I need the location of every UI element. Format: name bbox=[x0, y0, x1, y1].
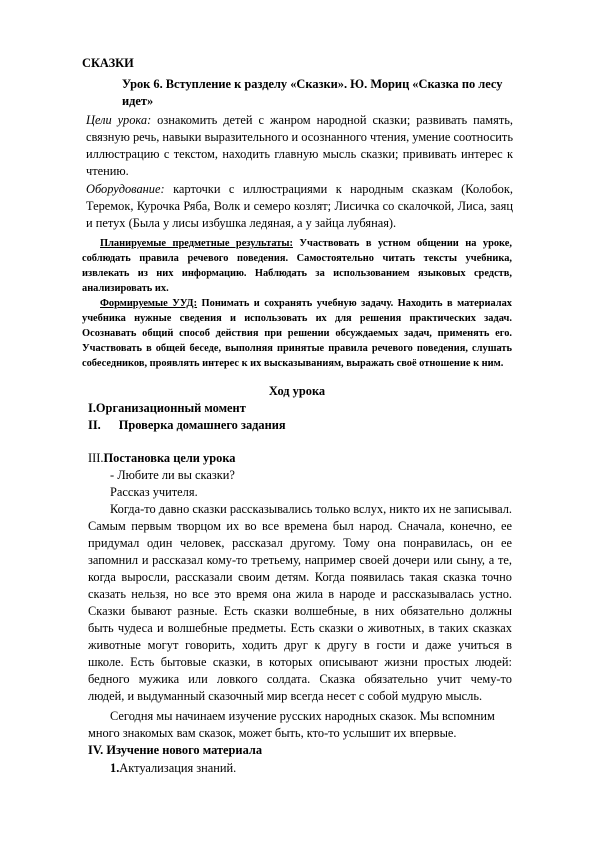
uud-text: Понимать и сохранять учебную задачу. Находить в материалах учебника нужные сведения и использовать их для решения практических задач. Осознавать общий способ действия при решении обсуждаемых задач, применять его. Участвовать в общей беседе, выполняя принятые правила речевого поведения, слушать собеседников, проявлять интерес к их высказываниям, выражать своё отношение к ним. bbox=[82, 298, 512, 369]
item-1-number: 1. bbox=[110, 761, 120, 775]
goals-label: Цели урока: bbox=[86, 113, 152, 127]
stage-1-heading: I.Организационный момент bbox=[88, 401, 246, 415]
equipment-label: Оборудование: bbox=[86, 182, 165, 196]
today-paragraph bbox=[88, 708, 512, 742]
teacher-story-label: Рассказ учителя. bbox=[110, 485, 198, 499]
stage-2-heading bbox=[88, 417, 286, 434]
story-line: придумал один человек, рассказал другому. Тому она понравилась, он ее bbox=[88, 536, 512, 550]
story-line: бедного мужика или ловкого солдата. Сказка обязательно учит чему-то bbox=[88, 672, 512, 686]
planned-results-paragraph bbox=[82, 236, 512, 296]
planned-results-text: Участвовать в устном общении на уроке, соблюдать правила речевого поведения. Самостоятельно читать тексты учебника, извлекать из них информацию. Наблюдать за использованием языковых средств, анализировать их. bbox=[82, 238, 512, 294]
question-line: - Любите ли вы сказки? bbox=[110, 468, 235, 482]
stage-3-heading bbox=[88, 450, 235, 467]
story-line: запомнил и рассказал кому-то третьему, например своей дочери или сыну, а те, bbox=[88, 553, 512, 567]
story-line: Самым первым творцом их во все времена был народ. Сначала, конечно, ее bbox=[88, 519, 512, 533]
today-line: Сегодня мы начинаем изучение русских народных сказок. Мы вспомним bbox=[110, 709, 495, 723]
stage-3-title: Постановка цели урока bbox=[103, 451, 236, 465]
stage-2-number: II. bbox=[88, 418, 101, 432]
goals-paragraph bbox=[86, 112, 513, 180]
goals-text: ознакомить детей с жанром народной сказки; развивать память, связную речь, навыки выразительного и осознанного чтения, умение соотносить иллюстрацию с текстом, находить главную мысль сказки; прививать интерес к чтению. bbox=[86, 113, 513, 178]
stage-3-number: III. bbox=[88, 451, 104, 465]
story-line: людей, и выдуманный сказочный мир всегда несет с собой мудрую мысль. bbox=[88, 689, 483, 703]
story-line: сказать нельзя, но все это время она жила в народе и рассказывалась устно. bbox=[88, 587, 512, 601]
stage-2-title: Проверка домашнего задания bbox=[118, 418, 286, 432]
stage-4-heading: IV. Изучение нового материала bbox=[88, 743, 263, 757]
story-line: школе. Есть бытовые сказки, в которых описывают жизни простых людей: bbox=[88, 655, 512, 669]
equipment-paragraph bbox=[86, 181, 513, 232]
planned-results-label: Планируемые предметные результаты: bbox=[100, 238, 293, 249]
lesson-title: Урок 6. Вступление к разделу «Сказки». Ю. Мориц «Сказка по лесу идет» bbox=[122, 77, 503, 108]
story-line: Сказки бывают разные. Есть сказки волшебные, в них обязательно должны bbox=[88, 604, 512, 618]
story-line: Когда-то давно сказки рассказывались только вслух, никто их не записывал. bbox=[110, 502, 512, 516]
section-title: СКАЗКИ bbox=[82, 56, 134, 70]
item-1-line bbox=[110, 760, 236, 777]
course-heading: Ход урока bbox=[268, 384, 326, 398]
equipment-text: карточки с иллюстрациями к народным сказкам (Колобок, Теремок, Курочка Ряба, Волк и семеро козлят; Лисичка со скалочкой, Лиса, заяц и петух (Была у лисы избушка ледяная, а у зайца лубяная). bbox=[86, 182, 513, 230]
uud-paragraph bbox=[82, 296, 512, 371]
uud-label: Формируемые УУД: bbox=[100, 298, 198, 309]
story-line: когда выросли, рассказали своим детям. Когда появилась такая сказка точно bbox=[88, 570, 512, 584]
story-line: животные могут говорить, ходить друг к другу в гости и даже учиться в bbox=[88, 638, 512, 652]
story-line: быть чудеса и волшебные предметы. Есть сказки о животных, в таких сказках bbox=[88, 621, 512, 635]
today-line: много знакомых вам сказок, может быть, кто-то услышит их впервые. bbox=[88, 726, 457, 740]
item-1-text: Актуализация знаний. bbox=[119, 761, 237, 775]
story-paragraph bbox=[88, 501, 512, 705]
